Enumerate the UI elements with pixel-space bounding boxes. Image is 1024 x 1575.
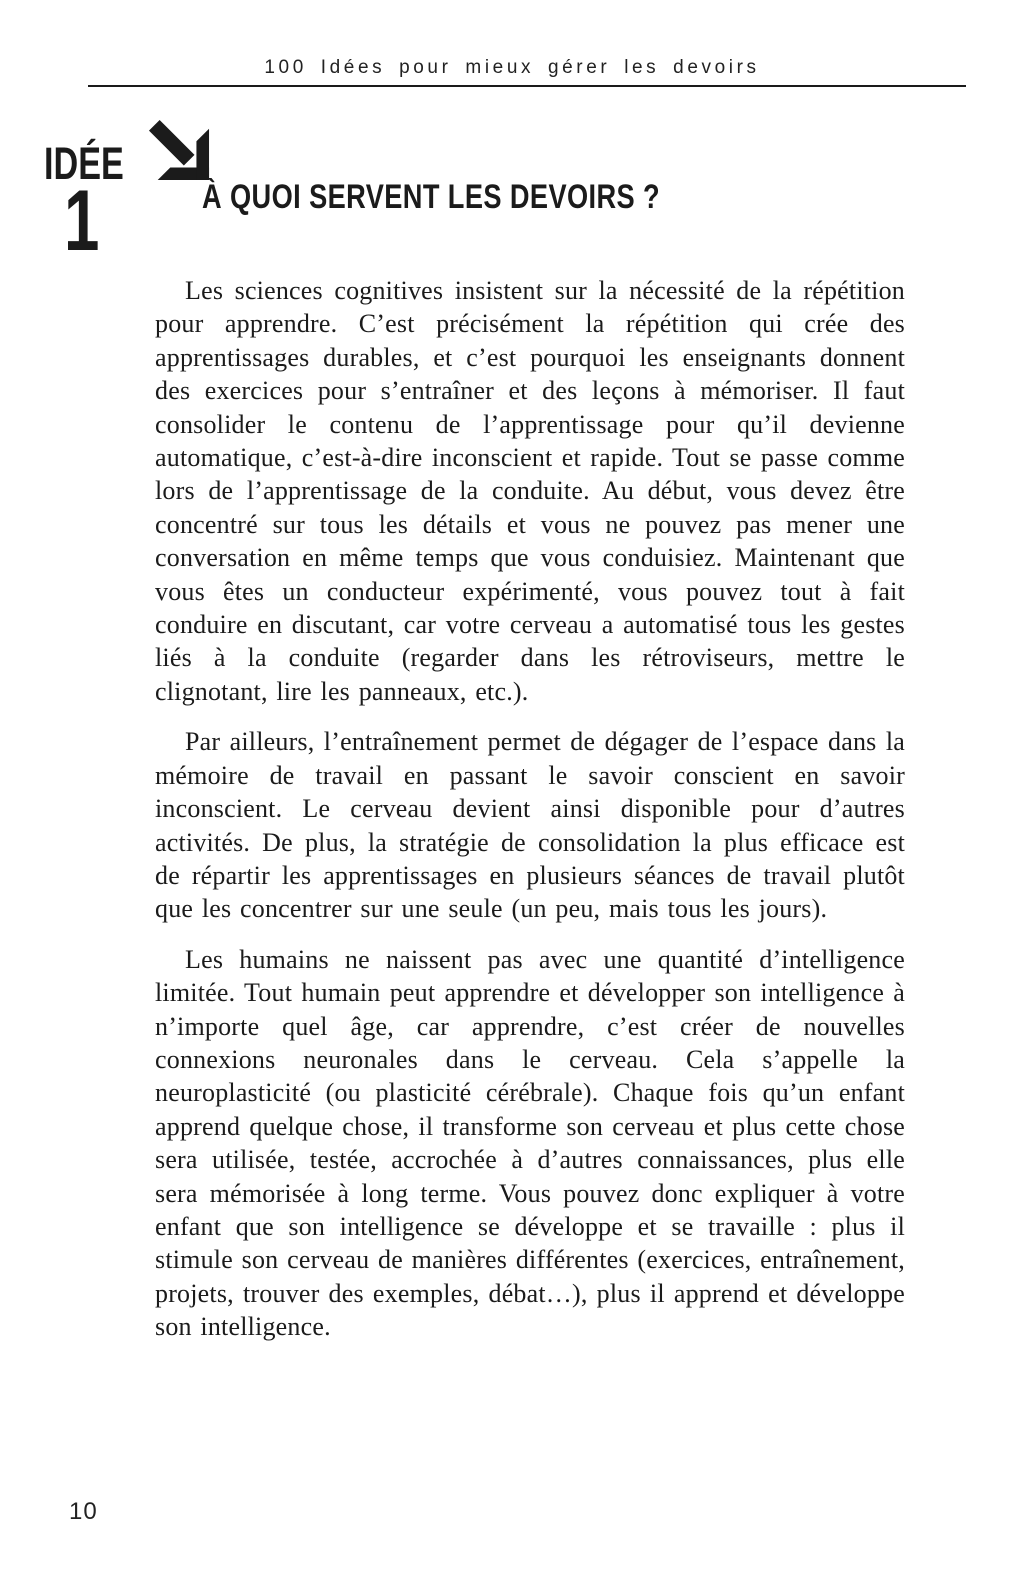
- paragraph-2: Par ailleurs, l’entraînement permet de dégager de l’espace dans la mémoire de travail en passant le savoir conscient en savoir inconscient. Le cerveau devient ainsi disponible pour d’autres activités. De plus, la stratégie de consolidation la plus efficace est de répartir les apprentissages en plusieurs séances de travail plutôt que les concentrer sur une seule (un peu, mais tous les jours).: [155, 727, 905, 924]
- idea-number: 1: [64, 173, 100, 269]
- paragraph-1: Les sciences cognitives insistent sur la nécessité de la répétition pour apprendre. C’est précisément la répétition qui crée des apprentissages durables, et c’est pourquoi les enseignants donnent des exercices pour s’entraîner et des leçons à mémoriser. Il faut consolider le contenu de l’apprentissage pour qu’il devienne automatique, c’est-à-dire inconscient et rapide. Tout se passe comme lors de l’apprentissage de la conduite. Au début, vous devez être concentré sur tous les détails et vous ne pouvez pas mener une conversation en même temps que vous conduisiez. Maintenant que vous êtes un conducteur expérimenté, vous pouvez tout à fait conduire en discutant, car votre cerveau a automatisé tous les gestes liés à la conduite (regarder dans les rétroviseurs, mettre le clignotant, lire les panneaux, etc.).: [155, 276, 905, 706]
- paragraph-3: Les humains ne naissent pas avec une quantité d’intelligence limitée. Tout humain peut apprendre et développer son intelligence à n’importe quel âge, car apprendre, c’est créer de nouvelles connexions neuronales dans le cerveau. Cela s’appelle la neuroplasticité (ou plasticité cérébrale). Chaque fois qu’un enfant apprend quelque chose, il transforme son cerveau et plus cette chose sera utilisée, testée, accrochée à d’autres connaissances, plus elle sera mémorisée à long terme. Vous pouvez donc expliquer à votre enfant que son intelligence se développe et se travaille : plus il stimule son cerveau de manières différentes (exercices, entraînement, projets, trouver des exemples, débat…), plus il apprend et développe son intelligence.: [155, 944, 905, 1342]
- body-text: [155, 274, 905, 1344]
- header-rule: [88, 85, 966, 87]
- running-header-text: 100 Idées pour mieux gérer les devoirs: [264, 57, 760, 78]
- arrow-southeast-icon: [148, 119, 210, 181]
- idea-kicker-label: IDÉE: [44, 138, 124, 189]
- chapter-title: À QUOI SERVENT LES DEVOIRS ?: [202, 178, 661, 216]
- page-number: 10: [69, 1498, 98, 1525]
